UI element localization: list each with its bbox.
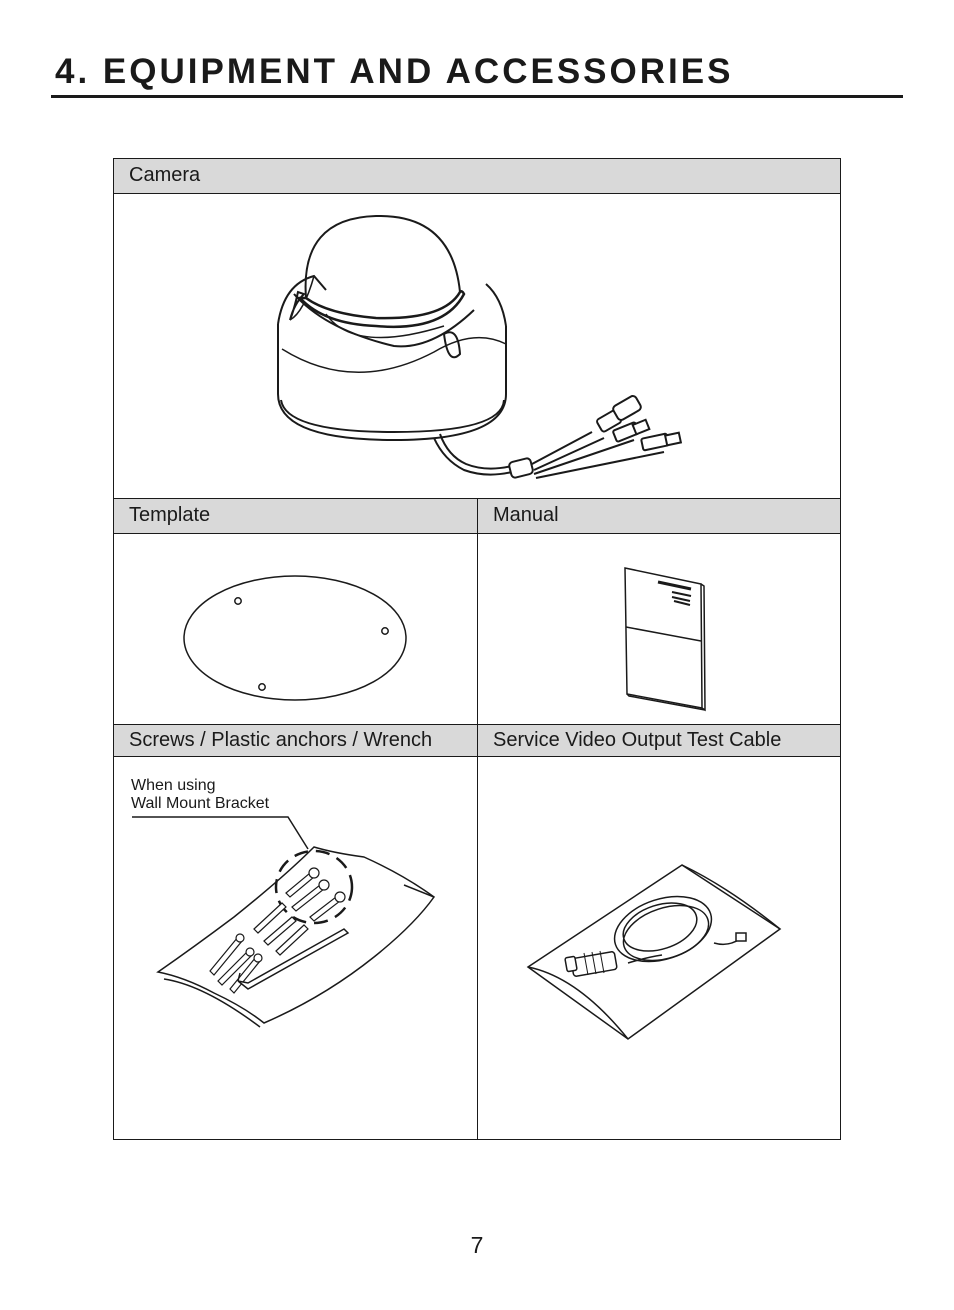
- template-illustration-panel: [113, 533, 478, 725]
- camera-label: Camera: [129, 164, 201, 186]
- manual-booklet-icon: [478, 534, 840, 724]
- manual-illustration-panel: [477, 533, 841, 725]
- camera-header: [113, 158, 841, 194]
- test-cable-icon: [478, 757, 840, 1139]
- dome-camera-icon: [114, 194, 840, 498]
- wall-mount-annotation: [131, 777, 269, 813]
- template-label: Template: [129, 504, 211, 526]
- annotation-line-2: Wall Mount Bracket: [131, 795, 270, 812]
- title-divider: [51, 95, 903, 98]
- screws-header: [113, 724, 478, 757]
- manual-label: Manual: [493, 504, 559, 526]
- cable-illustration-panel: [477, 756, 841, 1140]
- screw-kit-icon: [114, 757, 477, 1139]
- cable-label: Service Video Output Test Cable: [493, 729, 782, 751]
- screws-illustration-panel: [113, 756, 478, 1140]
- camera-illustration-panel: [113, 193, 841, 499]
- manual-header: [477, 498, 841, 534]
- screws-label: Screws / Plastic anchors / Wrench: [129, 729, 433, 751]
- page-title: 4. EQUIPMENT AND ACCESSORIES: [55, 52, 734, 91]
- annotation-line-1: When using: [131, 777, 216, 794]
- template-header: [113, 498, 478, 534]
- cable-header: [477, 724, 841, 757]
- mounting-template-icon: [114, 534, 477, 724]
- page-number: 7: [470, 1232, 484, 1258]
